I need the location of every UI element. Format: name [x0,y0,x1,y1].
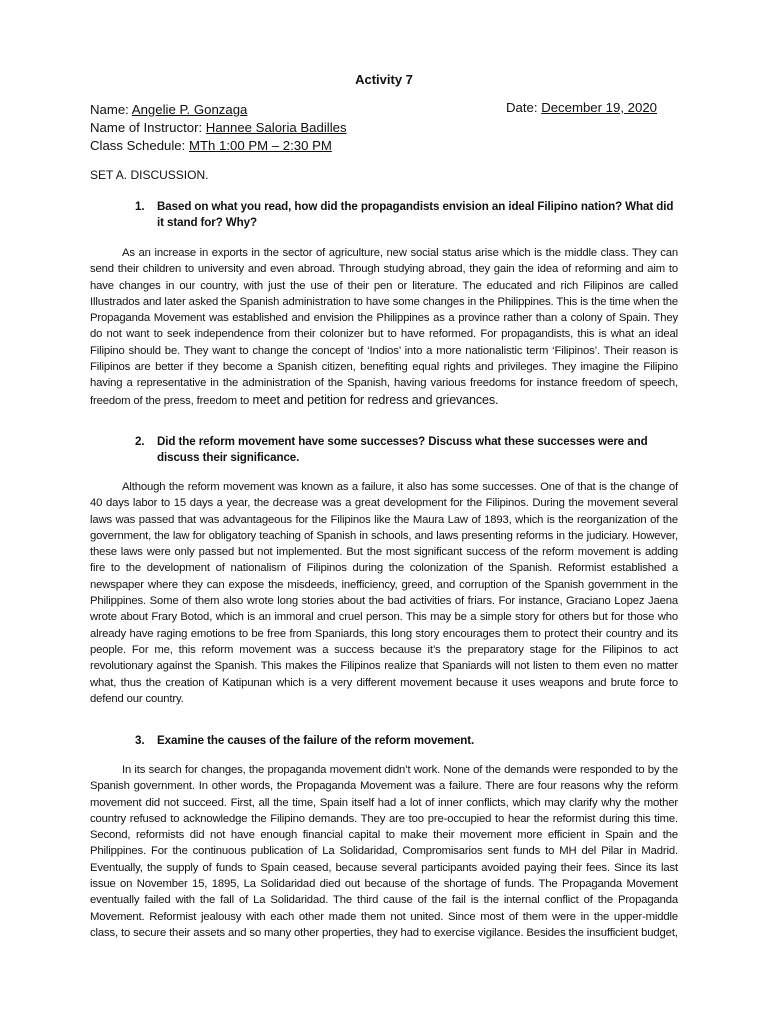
section-heading: SET A. DISCUSSION. [90,168,209,182]
instructor-label: Name of Instructor: [90,120,206,135]
date-label: Date: [506,100,542,115]
question-2 [135,434,680,466]
instructor-name: Hannee Saloria Badilles [205,120,347,135]
answer-1 [90,245,678,409]
schedule-line [90,136,332,155]
answer-1-tail: meet and petition for redress and grievances. [249,392,499,407]
schedule-label: Class Schedule: [90,138,189,153]
instructor-line [90,118,347,137]
question-number: 2. [135,435,145,448]
answer-2: Although the reform movement was known as a failure, it also has some successes. One of that is the change of 40 days labor to 15 days a year, the decrease was a great development for the Filipinos. During the movement several laws was passed that was advantageous for the Filipinos like the Maura Law of 1893, which is the reorganization of the government, the law for obligatory teaching of Spanish in schools, and laws presenting reforms in the judiciary. However, these laws were only passed but not implemented. But the most significant success of the reform movement is adding fire to the development of nationalism of Filipinos during the colonization of the Spanish. Reformist established a newspaper where they can expose the misdeeds, inefficiency, greed, and corruption of the Spanish government in the Philippines. Some of them also wrote long stories about the bad activities of friars. For instance, Graciano Lopez Jaena wrote about Frary Botod, which is an immoral and cruel person. This may be a simple story for others but for those who already have raging emotions to be free from Spaniards, this long story encourages them to protect their country and its people. For me, this reform movement was a success because it’s the preparatory stage for the Filipinos to act revolutionary against the Spanish. This makes the Filipinos realize that Spaniards will not listen to them even no matter what, thus the creation of Katipunan which is a very different movement because it uses weapons and brute force to defend our country. [90,481,678,705]
question-3 [135,733,680,749]
date-value: December 19, 2020 [541,100,658,115]
answer-1-main: As an increase in exports in the sector of agriculture, new social status arise which is the middle class. They can send their children to university and even abroad. Through studying abroad, they gain the idea of reforming and aim to have changes in our country, with just the use of their pen or literature. The educated and rich Filipinos are called Illustrados and later asked the Spanish administration to have some changes in the Philippines. This is the time when the Propaganda Movement was established and envision the Philippines as a province rather than a colony of Spain. They do not want to seek independence from their colonizer but to have reformed. For propagandists, this is what an ideal Filipino should be. They want to change the concept of ‘Indios’ into a more nationalistic term ‘Filipinos’. Their reason is Filipinos are better if they become a Spanish citizen, benefiting equal rights and privileges. They imagine the Filipino having a representative in the administration of the Spanish, having various freedoms for instance freedom of speech, freedom of the press, freedom to [90,247,678,407]
answer-3: In its search for changes, the propaganda movement didn’t work. None of the demands were responded to by the Spanish government. In other words, the Propaganda Movement was a failure. There are four reasons why the reform movement did not succeed. First, all the time, Spain itself had a lot of inner conflicts, which may clarify why the mother country refused to acknowledge the Filipino demands. They are too pre-occupied to hear the reformist during this time. Second, reformists did not have enough financial capital to make their movement more efficient in Spain and the Philippines. For the continuous publication of La Solidaridad, Compromisarios sent funds to MH del Pilar in Madrid. Eventually, the supply of funds to Spain ceased, because several participants avoided paying their fees. Since its last issue on November 15, 1895, La Solidaridad died out because of the shortage of funds. The Propaganda Movement eventually failed with the fall of La Solidaridad. The third cause of the fail is the internal conflict of the Propaganda Movement. Reformist jealousy with each other made them not united. Since most of them were in the upper-middle class, to secure their assets and so many other properties, they had to exercise vigilance. Besides the insufficient budget, [90,764,678,939]
question-1 [135,199,680,231]
document-title: Activity 7 [355,72,413,87]
schedule-value: MTh 1:00 PM – 2:30 PM [188,138,332,153]
question-text: Based on what you read, how did the propagandists envision an ideal Filipino nation? What did it stand for? Why? [157,200,674,229]
name-line [90,100,247,119]
question-text: Examine the causes of the failure of the reform movement. [157,734,475,747]
question-number: 3. [135,734,145,747]
student-name: Angelie P. Gonzaga [131,102,248,117]
name-label: Name: [90,102,132,117]
question-number: 1. [135,200,145,213]
question-text: Did the reform movement have some successes? Discuss what these successes were and discuss their significance. [157,435,648,464]
date-line [506,100,657,115]
